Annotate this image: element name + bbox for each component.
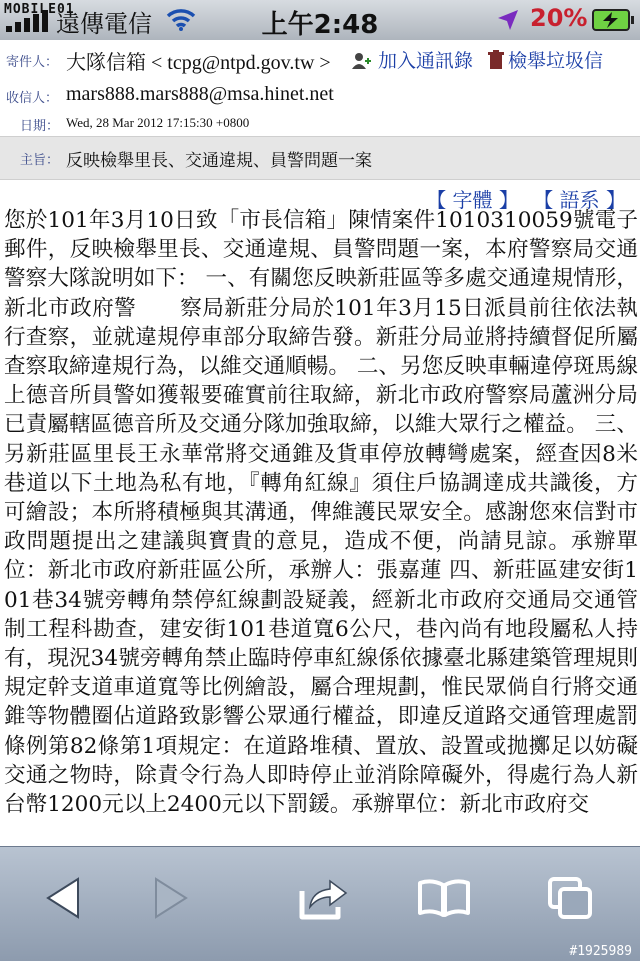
report-spam-icon[interactable] (488, 50, 504, 74)
battery-charging-icon (592, 9, 630, 31)
date-row (0, 112, 640, 136)
back-arrow-icon[interactable] (34, 873, 94, 923)
carrier-name: 遠傳電信 (56, 10, 152, 38)
forward-arrow-icon[interactable] (140, 873, 200, 923)
location-arrow-icon (496, 8, 520, 36)
message-body: 您於101年3月10日致「市長信箱」陳情案件1010310059號電子郵件，反映檢舉里長、交通違規、員警問題一案，本府警察局交通警察大隊說明如下： 一、有關您反映新莊區等多處交通違規情形，新北市政府警 察局新莊分局於101年3月15日派員前往依法執行查察，並就違規停車部分取締告發。新莊分局並將持續督促所屬查察取締違規行為，以維交通順暢。 二、另您反映車輛違停斑馬線上德音所員警如獲報要確實前往取締，新北市政府警察局蘆洲分局已責屬轄區德音所及交通分隊加強取締，以維大眾行之權益。 三、另新莊區里長王永華常將交通錐及貨車停放轉彎處案，經查因8米巷道以下土地為私有地，『轉角紅線』須住戶協調達成共識後，方可繪設；本所將積極與其溝通，俾維護民眾安全。感謝您來信對市政問題提出之建議與寶貴的意見，造成不便，尚請見諒。承辦單位：新北市政府新莊區公所，承辦人：張嘉蓮 四、新莊區建安街101巷34號旁轉角禁停紅線劃設疑義，經新北市政府交通局交通管制工程科勘查，建安街101巷道寬6公尺，巷內尚有地段屬私人持有，現況34號旁轉角禁止臨時停車紅線係依據臺北縣建築管理規則規定幹支道車道寬等比例繪設，屬合理規劃，惟民眾倘自行將交通錐等物體圈佔道路致影響公眾通行權益，即違反道路交通管理處罰條例第82條第1項規定：在道路堆積、置放、設置或拋擲足以妨礙交通之物時，除責令行為人即時停止並消除障礙外，得處行為人新台幣1200元以上2400元以下罰鍰。承辦單位：新北市政府交 (4, 208, 638, 818)
watermark-id: #1925989 (569, 944, 632, 959)
to-value[interactable]: mars888.mars888@msa.hinet.net (66, 83, 334, 105)
report-spam-link[interactable]: 檢舉垃圾信 (508, 50, 604, 72)
from-label: 寄件人： (6, 55, 59, 70)
pages-icon[interactable] (544, 873, 604, 923)
from-row (0, 40, 640, 79)
font-size-link[interactable]: 【 字體 】 (426, 188, 519, 212)
bookmarks-icon[interactable] (414, 873, 474, 923)
to-row (0, 78, 640, 112)
status-bar (0, 0, 640, 41)
language-link[interactable]: 【 語系 】 (533, 188, 626, 212)
date-value: Wed, 28 Mar 2012 17:15:30 +0800 (66, 115, 250, 130)
watermark-logo: MOBILE01 (4, 2, 75, 17)
subject-value: 反映檢舉里長、交通違規、員警問題一案 (66, 151, 372, 170)
clock: 上午2:48 (261, 10, 379, 40)
from-value[interactable]: 大隊信箱 < tcpg@ntpd.gov.tw > (66, 52, 331, 74)
add-contact-link[interactable]: 加入通訊錄 (378, 50, 474, 72)
share-icon[interactable] (294, 873, 354, 923)
browser-toolbar (0, 846, 640, 961)
to-label: 收信人： (6, 91, 59, 106)
subject-row (0, 136, 640, 180)
subject-label: 主旨： (20, 153, 60, 168)
date-label: 日期： (20, 119, 60, 134)
add-contact-icon[interactable] (352, 52, 372, 74)
battery-percentage: 20% (530, 4, 588, 32)
